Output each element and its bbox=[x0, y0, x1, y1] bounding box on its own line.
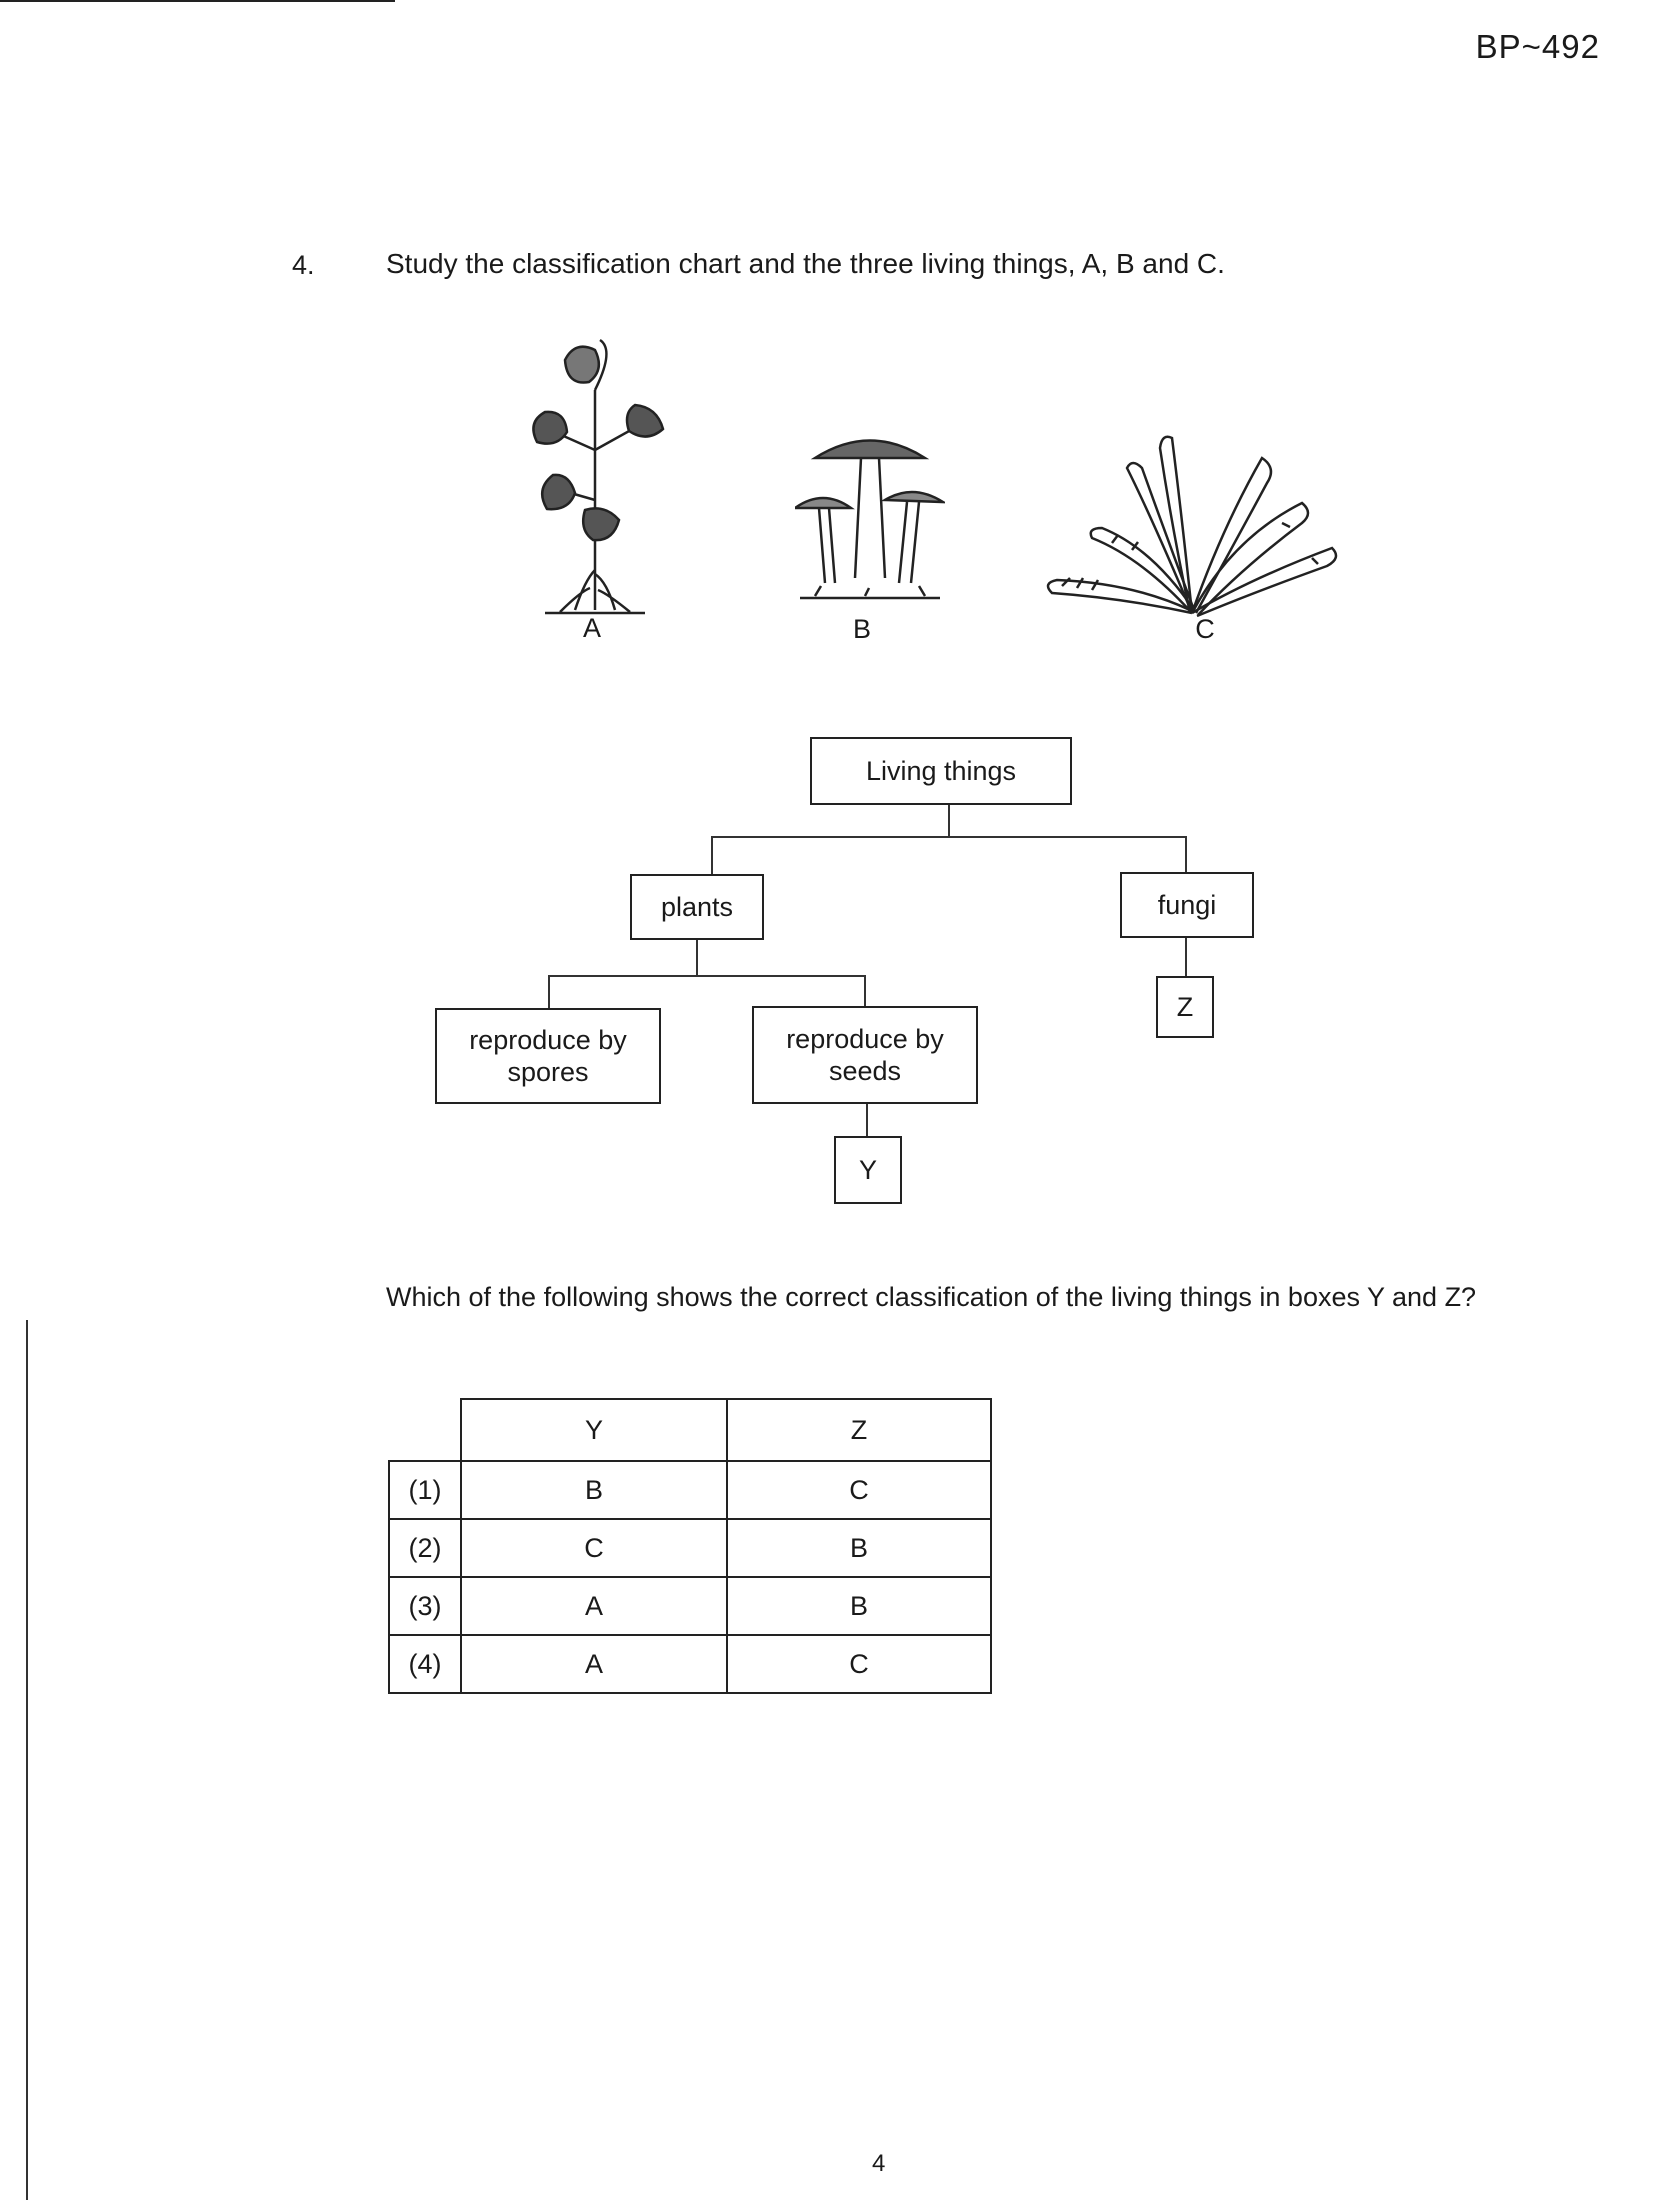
organism-label-c: C bbox=[1195, 614, 1215, 644]
option-y-value: C bbox=[461, 1519, 727, 1577]
chart-node-living-things: Living things bbox=[810, 737, 1072, 805]
question-number: 4. bbox=[292, 250, 315, 280]
option-z-value: B bbox=[727, 1577, 991, 1635]
connector bbox=[548, 975, 550, 1009]
answer-options-table bbox=[388, 1398, 992, 1694]
chart-node-y: Y bbox=[834, 1136, 902, 1204]
question-intro: Study the classification chart and the three living things, A, B and C. bbox=[386, 248, 1225, 279]
connector bbox=[1185, 836, 1187, 872]
connector bbox=[1185, 938, 1187, 976]
option-z-value: B bbox=[727, 1519, 991, 1577]
leafy-plant-icon bbox=[1032, 428, 1352, 618]
table-row[interactable] bbox=[389, 1577, 991, 1635]
organism-label-b: B bbox=[852, 614, 871, 644]
table-header-row bbox=[389, 1399, 991, 1461]
table-row[interactable] bbox=[389, 1519, 991, 1577]
option-z-value: C bbox=[727, 1461, 991, 1519]
option-z-value: C bbox=[727, 1635, 991, 1693]
table-row[interactable] bbox=[389, 1635, 991, 1693]
chart-node-z: Z bbox=[1156, 976, 1214, 1038]
connector bbox=[711, 836, 713, 874]
chart-node-seeds: reproduce by seeds bbox=[752, 1006, 978, 1104]
connector bbox=[711, 836, 1187, 838]
column-header-z: Z bbox=[727, 1399, 991, 1461]
question-prompt: Which of the following shows the correct classification of the living things in boxes Y and Z? bbox=[386, 1282, 1477, 1312]
connector bbox=[866, 1104, 868, 1136]
connector bbox=[696, 940, 698, 976]
option-label[interactable]: (2) bbox=[389, 1519, 461, 1577]
page-code: BP~492 bbox=[1475, 28, 1600, 65]
mushroom-icon bbox=[795, 428, 945, 608]
connector bbox=[948, 805, 950, 837]
table-row[interactable] bbox=[389, 1461, 991, 1519]
option-y-value: A bbox=[461, 1577, 727, 1635]
page-number: 4 bbox=[872, 2150, 886, 2177]
option-label[interactable]: (4) bbox=[389, 1635, 461, 1693]
chart-node-spores: reproduce by spores bbox=[435, 1008, 661, 1104]
option-label[interactable]: (3) bbox=[389, 1577, 461, 1635]
connector bbox=[548, 975, 866, 977]
connector bbox=[864, 975, 866, 1007]
option-y-value: A bbox=[461, 1635, 727, 1693]
column-header-y: Y bbox=[461, 1399, 727, 1461]
chart-node-plants: plants bbox=[630, 874, 764, 940]
option-label[interactable]: (1) bbox=[389, 1461, 461, 1519]
table-corner bbox=[389, 1399, 461, 1461]
left-margin-rule bbox=[26, 1320, 28, 2200]
chart-node-fungi: fungi bbox=[1120, 872, 1254, 938]
top-rule bbox=[0, 0, 395, 2]
flowering-plant-icon bbox=[505, 330, 685, 615]
organism-label-a: A bbox=[582, 613, 601, 643]
option-y-value: B bbox=[461, 1461, 727, 1519]
